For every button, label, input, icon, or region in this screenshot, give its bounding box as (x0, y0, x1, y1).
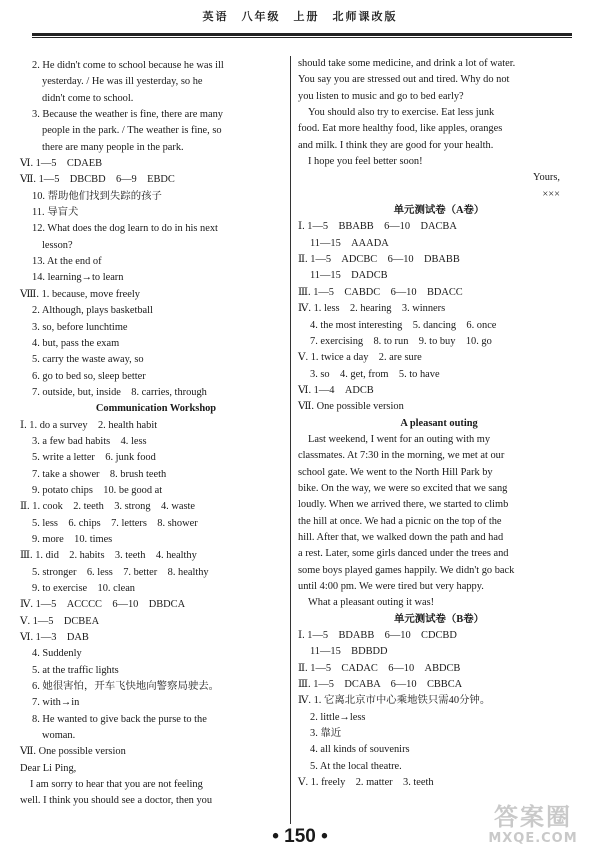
answer-line: Ⅱ. 1—5 ADCBC 6—10 DBABB (298, 254, 460, 266)
answer-line: 12. What does the dog learn to do in his next (32, 223, 218, 235)
answer-line: I hope you feel better soon! (308, 156, 423, 168)
answer-line: 10. 帮助他们找到失踪的孩子 (32, 190, 162, 202)
answer-line: 9. potato chips 10. be good at (32, 484, 163, 496)
answer-line: Ⅱ. 1. cook 2. teeth 3. strong 4. waste (20, 501, 196, 513)
answer-line: Last weekend, I went for an outing with my (308, 433, 491, 445)
left-column (20, 58, 292, 810)
answer-line: 7. take a shower 8. brush teeth (32, 468, 167, 480)
answer-line: loudly. When we arrived there, we started to climb (298, 499, 509, 511)
answer-line: 7. with→in (32, 697, 80, 709)
answer-line: Ⅳ. 1—5 ACCCC 6—10 DBDCA (20, 599, 186, 611)
header-rule-thin (32, 37, 572, 38)
answer-line: 11—15 AAADA (310, 237, 389, 249)
answer-line: 11—15 BDBDD (310, 646, 388, 658)
answer-line: woman. (42, 730, 76, 742)
answer-line: Ⅶ. One possible version (298, 401, 404, 413)
answer-line: 8. He wanted to give back the purse to the (32, 713, 207, 725)
answer-line: ××× (542, 188, 560, 200)
answer-line: Ⅲ. 1. did 2. habits 3. teeth 4. healthy (20, 550, 197, 562)
answer-line: Ⅰ. 1—5 BBABB 6—10 DACBA (298, 221, 457, 233)
answer-line: 5. write a letter 6. junk food (32, 452, 156, 464)
answer-line: 3. so 4. get, from 5. to have (310, 368, 440, 380)
answer-line: until 4:00 pm. We were tired but very happy. (298, 581, 484, 592)
section-heading: A pleasant outing (400, 417, 478, 429)
answer-line: Ⅶ. One possible version (20, 746, 126, 758)
watermark-logo-text: 答案圈 (494, 803, 572, 831)
section-heading: 单元测试卷（A卷） (393, 205, 485, 217)
answer-line: 3. a few bad habits 4. less (32, 435, 147, 447)
answer-line: Ⅴ. 1. twice a day 2. are sure (298, 352, 422, 364)
answer-line: Ⅰ. 1—5 BDABB 6—10 CDCBD (298, 630, 457, 642)
answer-line: 2. He didn't come to school because he was ill (32, 60, 224, 71)
answer-line: 9. to exercise 10. clean (32, 583, 135, 594)
answer-line: 2. Although, plays basketball (32, 305, 153, 317)
right-column (298, 56, 580, 791)
header-rule (32, 33, 572, 36)
answer-line: Ⅵ. 1—5 CDAEB (20, 158, 103, 170)
answer-line: school gate. We went to the North Hill Park by (298, 466, 493, 478)
answer-line: a rest. Later, some girls danced under the trees and (298, 548, 509, 560)
answer-line: 13. At the end of (32, 256, 102, 268)
answer-line: 11—15 DADCB (310, 270, 388, 282)
answer-line: Ⅳ. 1. 它离北京市中心乘地铁只需40分钟。 (298, 695, 491, 707)
answer-line: Ⅳ. 1. less 2. hearing 3. winners (298, 303, 446, 315)
answer-line: didn't come to school. (42, 92, 134, 104)
answer-line: 9. more 10. times (32, 533, 113, 545)
answer-line: 14. learning→to learn (32, 272, 124, 284)
answer-line: 7. outside, but, inside 8. carries, through (32, 386, 207, 398)
answer-line: should take some medicine, and drink a lot of water. (298, 58, 516, 69)
answer-line: Ⅱ. 1—5 CADAC 6—10 ABDCB (298, 662, 461, 674)
answer-line: Ⅰ. 1. do a survey 2. health habit (20, 419, 158, 431)
answer-line: yesterday. / He was ill yesterday, so he (42, 76, 203, 88)
answer-line: 4. all kinds of souvenirs (310, 744, 410, 756)
answer-line: Ⅶ. 1—5 DBCBD 6—9 EBDC (20, 174, 175, 186)
answer-line: 4. the most interesting 5. dancing 6. once (310, 319, 497, 331)
section-heading: 单元测试卷（B卷） (393, 613, 485, 625)
answer-line: 4. Suddenly (32, 648, 82, 660)
answer-line: Dear Li Ping, (20, 762, 77, 774)
answer-line: 5. carry the waste away, so (32, 354, 144, 366)
answer-line: 11. 导盲犬 (32, 207, 79, 219)
answer-line: 2. little→less (310, 711, 366, 723)
watermark-logo (474, 803, 592, 851)
answer-line: 5. at the traffic lights (32, 664, 119, 676)
answer-line: 7. exercising 8. to run 9. to buy 10. go (310, 335, 492, 347)
answer-line: 5. At the local theatre. (310, 760, 402, 772)
answer-line: some boys played games happily. We didn't go back (298, 564, 515, 576)
answer-line: What a pleasant outing it was! (308, 597, 435, 609)
page-number: • 150 • (272, 826, 328, 847)
answer-line: 3. Because the weather is fine, there are many (32, 109, 223, 121)
watermark-logo-domain: MXQE.COM (488, 831, 578, 846)
answer-line: people in the park. / The weather is fine, so (42, 125, 222, 137)
answer-line: Ⅲ. 1—5 DCABA 6—10 CBBCA (298, 679, 463, 691)
answer-line: the hill at once. We had a picnic on the top of the (298, 515, 502, 527)
answer-line: classmates. At 7:30 in the morning, we met at our (298, 450, 505, 462)
answer-line: 5. stronger 6. less 7. better 8. healthy (32, 566, 209, 578)
answer-line: lesson? (42, 239, 73, 251)
answer-line: you listen to music and go to bed early? (298, 90, 464, 102)
answer-line: food. Eat more healthy food, like apples, oranges (298, 123, 503, 135)
answer-line: hill. After that, we walked down the path and had (298, 531, 504, 543)
answer-line: 4. but, pass the exam (32, 337, 120, 349)
answer-line: bike. On the way, we were so excited that we sang (298, 482, 508, 494)
answer-line: Ⅴ. 1. freely 2. matter 3. teeth (298, 777, 434, 789)
answer-line: I am sorry to hear that you are not feeling (30, 779, 203, 791)
answer-line: You say you are stressed out and tired. Why do not (298, 74, 510, 86)
running-header: 英语 八年级 上册 北师课改版 (202, 10, 398, 23)
column-divider (290, 56, 291, 824)
answer-line: 5. less 6. chips 7. letters 8. shower (32, 517, 198, 529)
answer-line: Ⅴ. 1—5 DCBEA (20, 615, 100, 627)
answer-line: Ⅵ. 1—4 ADCB (298, 384, 374, 396)
answer-line: Yours, (533, 172, 560, 184)
answer-line: and milk. I think they are good for your health. (298, 139, 494, 151)
answer-line: well. I think you should see a doctor, then you (20, 795, 213, 807)
section-heading: Communication Workshop (95, 403, 217, 415)
answer-line: Ⅵ. 1—3 DAB (20, 632, 89, 644)
answer-line: You should also try to exercise. Eat less junk (308, 107, 495, 119)
answer-line: Ⅷ. 1. because, move freely (20, 288, 140, 300)
answer-line: 6. go to bed so, sleep better (32, 370, 146, 382)
answer-line: Ⅲ. 1—5 CABDC 6—10 BDACC (298, 286, 463, 298)
answer-line: 6. 她很害怕，开车飞快地向警察局驶去。 (32, 681, 220, 693)
answer-line: there are many people in the park. (42, 141, 184, 153)
answer-line: 3. so, before lunchtime (32, 321, 128, 333)
answer-line: 3. 靠近 (310, 728, 342, 740)
